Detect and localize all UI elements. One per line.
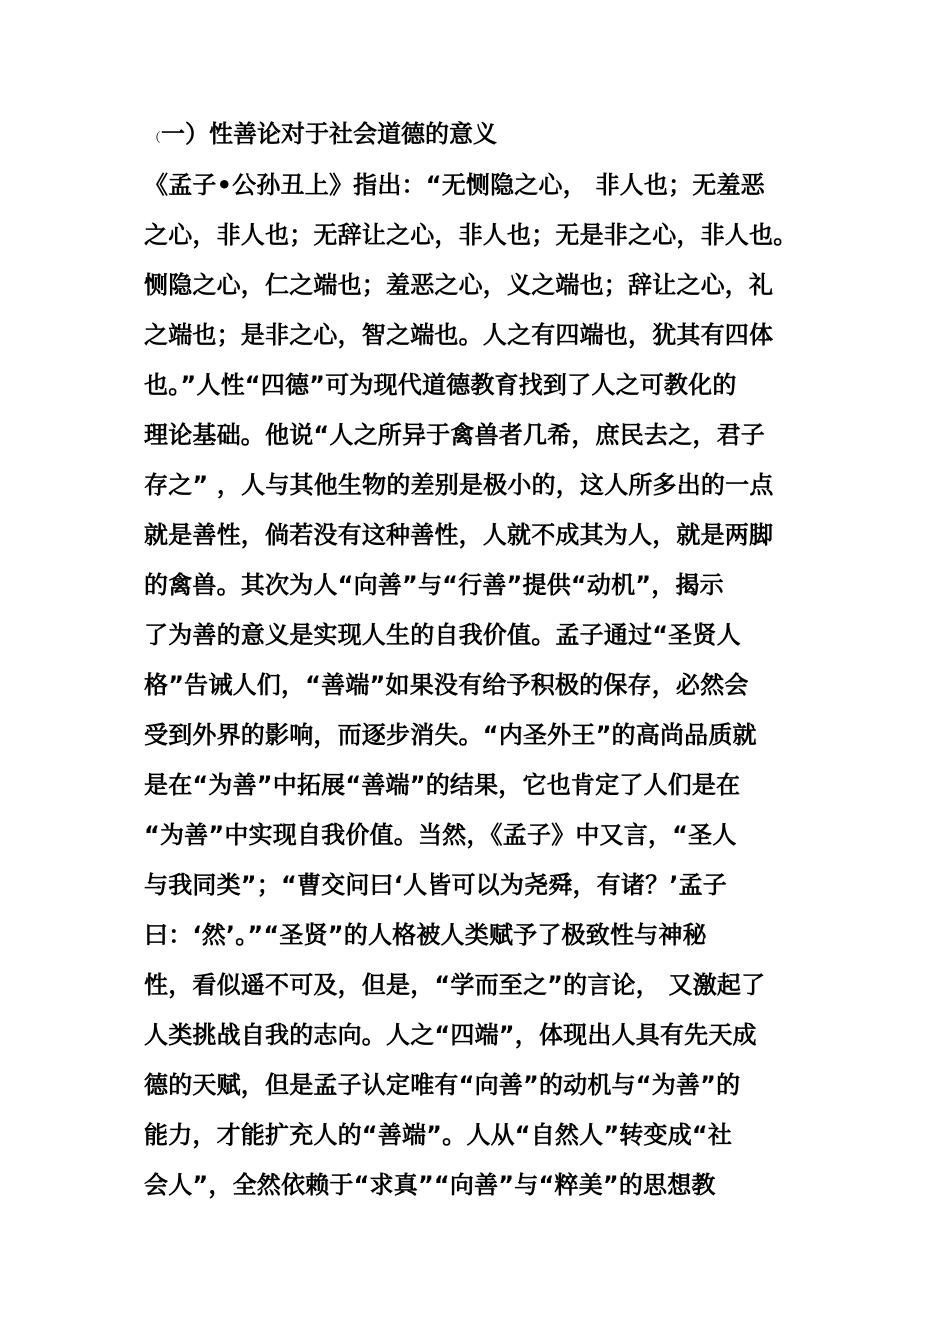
paragraph-line: 性，看似遥不可及，但是，“学而至之”的言论， 又激起了 bbox=[144, 971, 766, 999]
paragraph-line: 《孟子•公孙丑上》指出：“无恻隐之心， 非人也；无羞恶 bbox=[144, 171, 765, 199]
heading-text: 一）性善论对于社会道德的意义 bbox=[161, 120, 498, 148]
paragraph-line: 的禽兽。其次为人“向善”与“行善”提供“动机”，揭示 bbox=[144, 571, 724, 599]
paragraph-line: 与我同类”；“曹交问曰‘人皆可以为尧舜，有诸？’孟子 bbox=[144, 871, 727, 899]
paragraph-line: 人类挑战自我的志向。人之“四端”，体现出人具有先天成 bbox=[144, 1021, 757, 1049]
paragraph-line: 曰：‘然’。”“圣贤”的人格被人类赋予了极致性与神秘 bbox=[144, 921, 707, 949]
paragraph-line: “为善”中实现自我价值。当然，《孟子》中又言，“圣人 bbox=[144, 821, 737, 849]
heading-open-paren: （ bbox=[148, 131, 162, 146]
paragraph-line: 之心，非人也；无辞让之心，非人也；无是非之心，非人也。 bbox=[144, 221, 798, 249]
paragraph-line: 也。”人性“四德”可为现代道德教育找到了人之可教化的 bbox=[144, 371, 737, 399]
body-paragraph bbox=[144, 160, 824, 1210]
paragraph-line: 格”告诫人们，“善端”如果没有给予积极的保存，必然会 bbox=[144, 671, 749, 699]
paragraph-line: 就是善性，倘若没有这种善性，人就不成其为人，就是两脚 bbox=[144, 521, 774, 549]
paragraph-line: 会人”，全然依赖于“求真”“向善”与“粹美”的思想教 bbox=[144, 1171, 716, 1199]
section-heading bbox=[148, 118, 497, 155]
paragraph-line: 能力，才能扩充人的“善端”。人从“自然人”转变成“社 bbox=[144, 1121, 733, 1149]
paragraph-line: 德的天赋，但是孟子认定唯有“向善”的动机与“为善”的 bbox=[144, 1071, 741, 1099]
paragraph-line: 之端也；是非之心，智之端也。人之有四端也，犹其有四体 bbox=[144, 321, 774, 349]
paragraph-line: 是在“为善”中拓展“善端”的结果，它也肯定了人们是在 bbox=[144, 771, 741, 799]
paragraph-line: 受到外界的影响，而逐步消失。“内圣外王”的高尚品质就 bbox=[144, 721, 757, 749]
paragraph-line: 理论基础。他说“人之所异于禽兽者几希，庶民去之，君子 bbox=[144, 421, 765, 449]
paragraph-line: 了为善的意义是实现人生的自我价值。孟子通过“圣贤人 bbox=[144, 621, 741, 649]
paragraph-line: 恻隐之心，仁之端也；羞恶之心，义之端也；辞让之心，礼 bbox=[144, 271, 774, 299]
paragraph-line: 存之” ，人与其他生物的差别是极小的，这人所多出的一点 bbox=[144, 471, 774, 499]
